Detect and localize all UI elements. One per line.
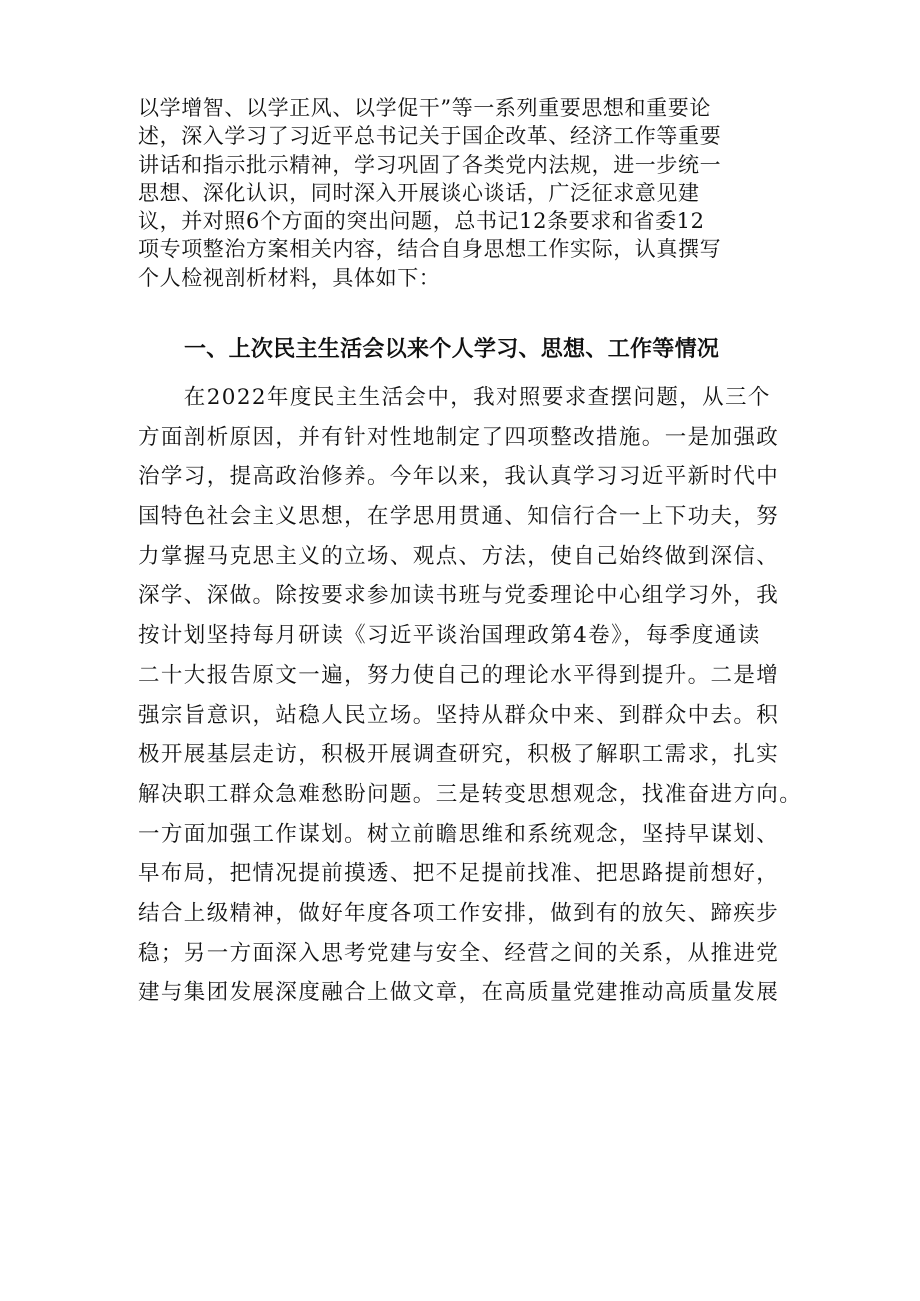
body-line: 解决职工群众急难愁盼问题。三是转变思想观念，找准奋进方向。 bbox=[138, 781, 803, 807]
body-line: 二十大报告原文一遍，努力使自己的理论水平得到提升。二是增 bbox=[138, 662, 780, 688]
intro-paragraph bbox=[138, 94, 778, 292]
body-line: 方面剖析原因，并有针对性地制定了四项整改措施。一是加强政 bbox=[138, 424, 780, 450]
body-line: 结合上级精神，做好年度各项工作安排，做到有的放矢、蹄疾步 bbox=[138, 900, 780, 926]
body-paragraph bbox=[138, 378, 803, 1013]
body-line: 稳；另一方面深入思考党建与安全、经营之间的关系，从推进党 bbox=[138, 940, 780, 966]
intro-line: 思想、深化认识，同时深入开展谈心谈话，广泛征求意见建 bbox=[138, 180, 700, 205]
body-line: 深学、深做。除按要求参加读书班与党委理论中心组学习外，我 bbox=[138, 583, 780, 609]
intro-line: 述，深入学习了习近平总书记关于国企改革、经济工作等重要 bbox=[138, 124, 722, 149]
body-line: 国特色社会主义思想，在学思用贯通、知信行合一上下功夫，努 bbox=[138, 504, 780, 530]
body-line: 一方面加强工作谋划。树立前瞻思维和系统观念，坚持早谋划、 bbox=[138, 821, 780, 847]
intro-line: 讲话和指示批示精神，学习巩固了各类党内法规，进一步统一 bbox=[138, 152, 722, 177]
section-heading: 一、上次民主生活会以来个人学习、思想、工作等情况 bbox=[184, 337, 720, 362]
intro-line: 以学增智、以学正风、以学促干”等一系列重要思想和重要论 bbox=[138, 96, 711, 120]
body-line: 力掌握马克思主义的立场、观点、方法，使自己始终做到深信、 bbox=[138, 543, 780, 569]
body-line: 强宗旨意识，站稳人民立场。坚持从群众中来、到群众中去。积 bbox=[138, 702, 780, 728]
body-line: 治学习，提高政治修养。今年以来，我认真学习习近平新时代中 bbox=[138, 464, 780, 490]
body-line: 建与集团发展深度融合上做文章，在高质量党建推动高质量发展 bbox=[138, 980, 780, 1006]
body-line: 在2022年度民主生活会中，我对照要求查摆问题，从三个 bbox=[138, 385, 771, 410]
intro-line: 个人检视剖析材料，具体如下： bbox=[138, 265, 441, 290]
intro-line: 项专项整治方案相关内容，结合自身思想工作实际，认真撰写 bbox=[138, 237, 722, 262]
body-line: 极开展基层走访，积极开展调查研究，积极了解职工需求，扎实 bbox=[138, 742, 780, 768]
intro-line: 议，并对照6个方面的突出问题，总书记12条要求和省委12 bbox=[138, 209, 705, 234]
body-line: 早布局，把情况提前摸透、把不足提前找准、把思路提前想好， bbox=[138, 861, 780, 887]
body-line: 按计划坚持每月研读《习近平谈治国理政第4卷》，每季度通读 bbox=[138, 623, 761, 649]
